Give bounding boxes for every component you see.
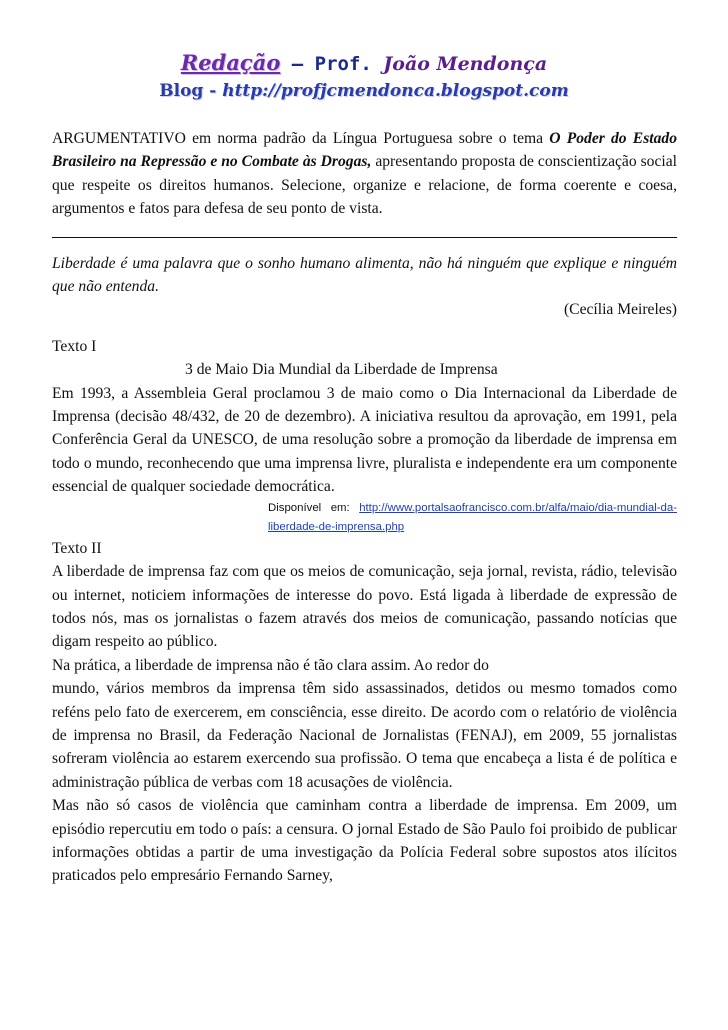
prompt-part2: apresentando proposta de conscientização social que respeite os direitos humanos. Selecione, organize e relacione, de forma coerente e coesa, argumentos e fatos para defesa de seu ponto de vista. xyxy=(52,153,677,218)
section-divider xyxy=(52,237,677,238)
texto1-label: Texto I xyxy=(52,337,97,355)
header-blog xyxy=(0,80,728,102)
prompt-theme: O Poder do Estado Brasileiro na Repressão e no Combate às Drogas, xyxy=(52,130,677,171)
epigraph-author: (Cecília Meireles) xyxy=(563,301,677,319)
header-author-name: João Mendonça xyxy=(383,53,548,75)
texto2-label: Texto II xyxy=(52,539,102,557)
texto1-source xyxy=(268,499,677,537)
texto1-title: 3 de Maio Dia Mundial da Liberdade de Imprensa xyxy=(185,361,498,379)
texto1-source-prefix: Disponível em: xyxy=(268,501,360,514)
header-subject: Redação xyxy=(180,50,281,75)
header-title xyxy=(0,50,728,77)
document-body xyxy=(52,127,677,888)
prompt-part1: ARGUMENTATIVO em norma padrão da Língua Portuguesa sobre o tema xyxy=(52,130,550,147)
header-blog-prefix: Blog - xyxy=(159,81,223,101)
texto2-paragraph-1: A liberdade de imprensa faz com que os meios de comunicação, seja jornal, revista, rádio, televisão ou internet, noticiem informações de interesse do povo. Está ligada à liberdade de expressão de todos nós, mas os jornalistas o fazem através dos meios de comunicação, passando notícias que digam respeito ao público. xyxy=(52,563,677,651)
header-blog-url[interactable]: http://profjcmendonca.blogspot.com xyxy=(222,81,569,101)
texto1-source-link[interactable]: http://www.portalsaofrancisco.com.br/alfa/maio/dia-mundial-da-liberdade-de-imprensa.php xyxy=(268,501,677,533)
prompt-paragraph xyxy=(52,127,677,221)
epigraph-quote: Liberdade é uma palavra que o sonho humano alimenta, não há ninguém que explique e ninguém que não entenda. xyxy=(52,254,677,296)
header-separator: – Prof. xyxy=(280,53,384,75)
texto1-body: Em 1993, a Assembleia Geral proclamou 3 de maio como o Dia Internacional da Liberdade de Imprensa (decisão 48/432, de 20 de dezembro). A iniciativa resultou da aprovação, em 1991, pela Conferência Geral da UNESCO, de uma resolução sobre a promoção da liberdade de imprensa em todo o mundo, reconhecendo que uma imprensa livre, pluralista e independente era um componente essencial de qualquer sociedade democrática. xyxy=(52,384,677,496)
texto2-paragraph-2-line1: Na prática, a liberdade de imprensa não é tão clara assim. Ao redor do xyxy=(52,656,489,674)
texto2-paragraph-2: mundo, vários membros da imprensa têm sido assassinados, detidos ou mesmo tomados como reféns pelo fato de exercerem, em consciência, esse direito. De acordo com o relatório de violência de imprensa no Brasil, da Federação Nacional de Jornalistas (FENAJ), em 2009, 55 jornalistas sofreram violência ao estarem exercendo sua profissão. O tema que encabeça a lista é de política e administração pública de verbas com 18 acusações de violência. xyxy=(52,680,677,791)
texto2-paragraph-3: Mas não só casos de violência que caminham contra a liberdade de imprensa. Em 2009, um episódio repercutiu em todo o país: a censura. O jornal Estado de São Paulo foi proibido de publicar informações obtidas a partir de uma investigação da Polícia Federal sobre supostos atos ilícitos praticados pelo empresário Fernando Sarney, xyxy=(52,797,677,885)
